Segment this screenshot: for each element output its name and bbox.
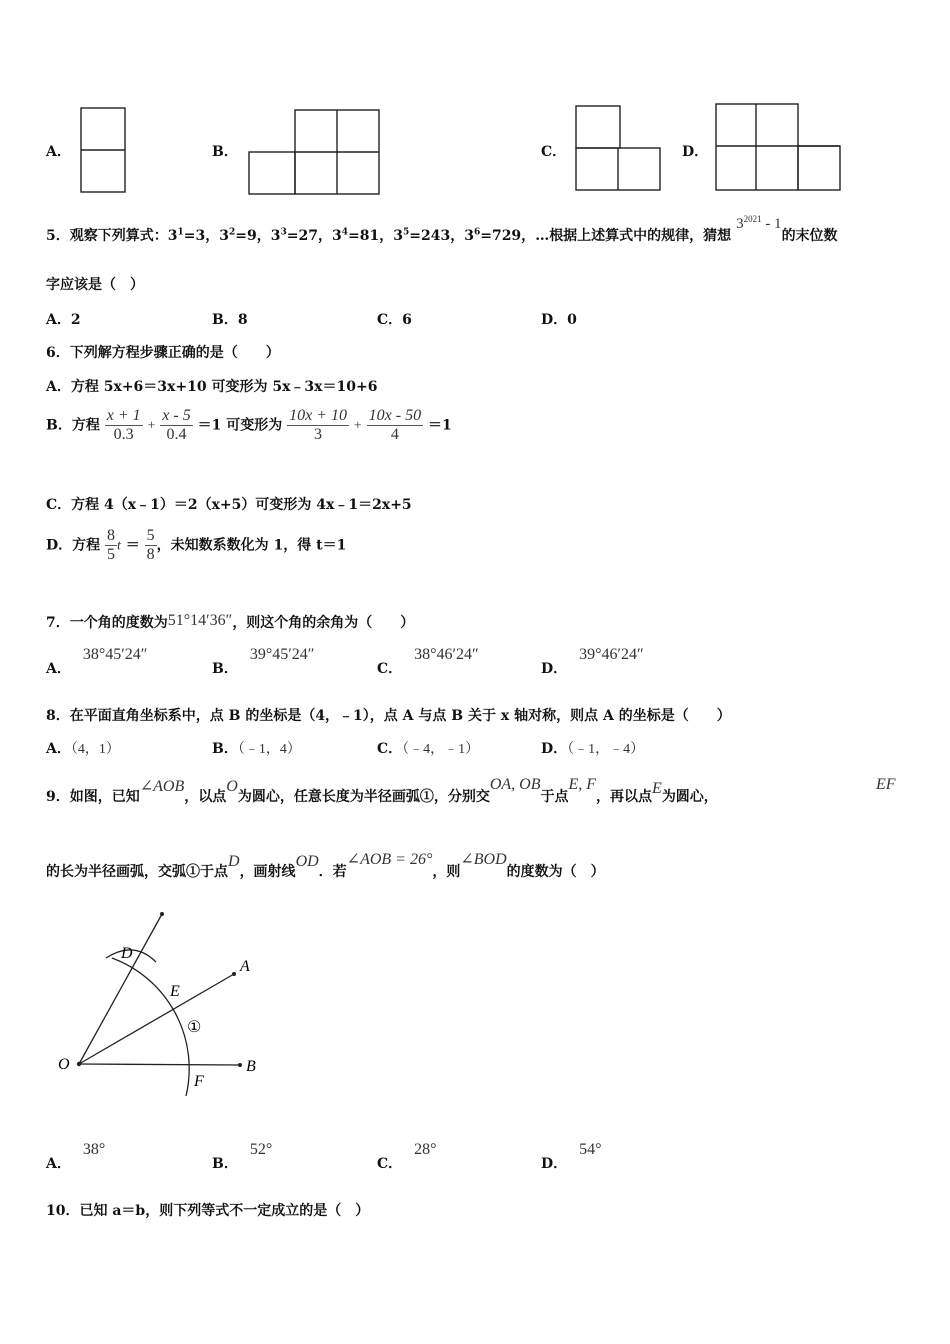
q9-option-b: B．52°: [212, 1141, 273, 1172]
label-d: D: [121, 945, 133, 962]
q5-power-item: $3^1=3$，: [167, 227, 220, 244]
fraction-5-8: $\frac{5}{8}$: [146, 527, 155, 563]
q4-figure-d: [712, 100, 846, 194]
label-o: O: [58, 1056, 70, 1073]
q7-stem: 7．一个角的度数为51°14′36″，则这个角的余角为（ ）: [46, 612, 415, 631]
label-f: F: [194, 1073, 204, 1090]
fraction-1: $\frac{x + 1}{0.3}$: [106, 407, 141, 443]
q6-option-b: B．方程 $\frac{x + 1}{0.3}$ + $\frac{x - 5}{0.4}$ ＝1 可变形为 $\frac{10x + 10}{3}$ + $\frac{10x - 50}{4}$ ＝1: [46, 407, 452, 443]
q7-option-c: C．38°46′24″: [377, 646, 479, 677]
q10-stem: 10．已知 a＝b，则下列等式不一定成立的是（ ）: [46, 1203, 370, 1219]
q7-option-d: D．39°46′24″: [541, 646, 644, 677]
q9-stem-line2: 的长为半径画弧，交弧①于点D，画射线OD．若∠AOB = 26°，则∠BOD的度数为（ ）: [46, 851, 605, 880]
q5-power-item: $3^3=27$，: [270, 227, 332, 244]
ray-ob: [79, 1064, 240, 1065]
q9-option-c: C．28°: [377, 1141, 437, 1172]
q5-option-c: C．6: [377, 312, 412, 328]
q9-option-a: A．38°: [46, 1141, 106, 1172]
q5-sequence: [168, 228, 535, 244]
q5-power-item: $3^5=243$，: [393, 227, 465, 244]
q6-option-c: C．方程 4（x﹣1）＝2（x+5）可变形为 4x﹣1＝2x+5: [46, 497, 412, 513]
q8-option-c: C．（﹣4，﹣1）: [377, 741, 480, 757]
q9-figure: [44, 900, 284, 1105]
q5-stem-line2: 字应该是（ ）: [46, 277, 144, 293]
q5-power-item: $3^4=81$，: [331, 227, 394, 244]
q5-option-d: D．0: [541, 312, 577, 328]
q4-option-b-label: B．: [212, 144, 238, 160]
q7-option-b: B．39°45′24″: [212, 646, 315, 677]
q4-option-d-label: D．: [682, 144, 709, 160]
arc-1: [112, 958, 189, 1096]
label-e: E: [170, 983, 180, 1000]
ray-od: [79, 914, 162, 1064]
q8-option-d: D．（﹣1，﹣4）: [541, 741, 645, 757]
q4-figure-b: [245, 106, 385, 198]
q5-option-b: B．8: [212, 312, 248, 328]
q5-power-item: $3^6=729$，: [464, 227, 536, 244]
label-arc-1: ①: [187, 1019, 202, 1036]
q4-figure-a: [76, 104, 130, 196]
q5-option-a: A．2: [46, 312, 81, 328]
q9-option-d: D．54°: [541, 1141, 602, 1172]
q9-stem: 9．如图，已知∠AOB，以点O为圆心，任意长度为半径画弧①，分别交OA, OB于点E, F，再以点E为圆心，: [46, 776, 718, 805]
q8-option-b: B．（﹣1，4）: [212, 741, 301, 757]
fraction-3: $\frac{10x + 10}{3}$: [289, 407, 347, 443]
q8-option-a: A．（4，1）: [46, 741, 120, 757]
q4-option-c-label: C．: [541, 144, 567, 160]
q6-option-a: A．方程 5x+6＝3x+10 可变形为 5x﹣3x＝10+6: [46, 379, 378, 395]
q5-stem: 5．观察下列算式：$3^1=3$，$3^2=9$，$3^3=27$，$3^4=81$，$3^5=243$，$3^6=729$，…根据上述算式中的规律，猜想 $3^{2021} - 1$的末位数: [46, 214, 838, 244]
q6-stem: 6．下列解方程步骤正确的是（ ）: [46, 345, 280, 361]
label-b: B: [246, 1058, 256, 1075]
q8-stem: 8．在平面直角坐标系中，点 B 的坐标是（4，﹣1），点 A 与点 B 关于 x 轴对称，则点 A 的坐标是（ ）: [46, 708, 731, 724]
q7-option-a: A．38°45′24″: [46, 646, 148, 677]
q6-option-d: D．方程 $\frac{8}{5}$ t ＝ $\frac{5}{8}$ ，未知数系数化为 1，得 t＝1: [46, 527, 347, 563]
q4-figure-c: [572, 102, 664, 194]
fraction-8-5: $\frac{8}{5}$: [107, 527, 116, 563]
fraction-2: $\frac{x - 5}{0.4}$: [162, 407, 191, 443]
label-a: A: [240, 958, 250, 975]
fraction-4: $\frac{10x - 50}{4}$: [368, 407, 422, 443]
q9-ef: EF: [876, 776, 896, 793]
q4-option-a-label: A．: [46, 144, 71, 160]
q5-expression: $3^{2021} - 1$: [736, 214, 782, 232]
q5-power-item: $3^2=9$，: [219, 227, 271, 244]
